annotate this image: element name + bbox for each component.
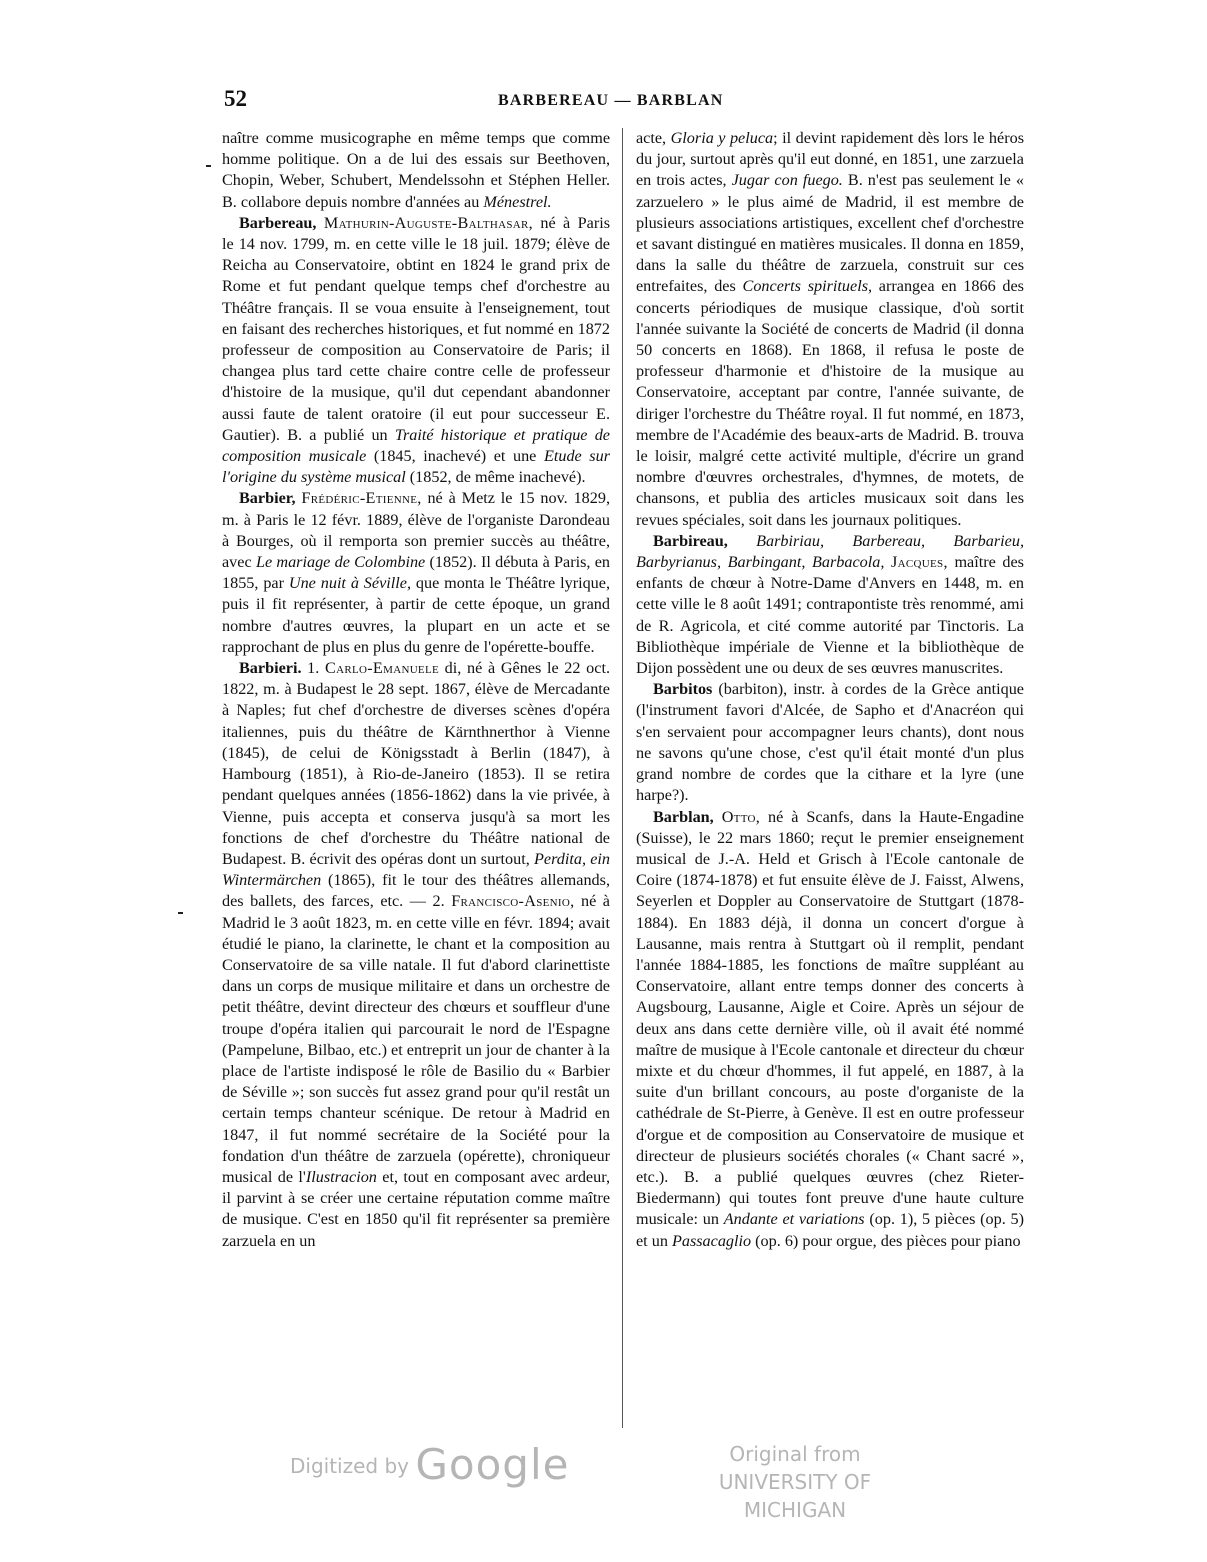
scan-speck	[206, 165, 211, 167]
headword: Barbereau,	[239, 213, 317, 232]
entry-text: que monta le Théâtre lyrique, puis il fit représenter, à partir de cette époque, un grand nombre d'autres œuvres, la plupart en un acte et se rapprochant de plus en plus du genre de l'opérette-bouffe.	[222, 574, 611, 656]
entry-text: naître comme musicographe en même temps que comme homme politique. On a de lui des essais sur Beethoven, Chopin, Weber, Schubert, Mendelssohn et Stéphen Heller. B. collabore depuis nombre d'années au	[222, 129, 610, 211]
entry-continuation	[222, 128, 610, 213]
work-title: Ménestrel.	[483, 192, 552, 211]
headword: Barbier,	[239, 489, 296, 508]
running-head: BARBEREAU — BARBLAN	[498, 92, 724, 109]
entry-text: (barbiton), instr. à cordes de la Grèce antique (l'instrument favori d'Alcée, de Sapho et d'Anacréon qui s'en servaient pour accompagner leurs chants), dont nous ne savons qu'une chose, c'est qu'il était monté d'un plus grand nombre de cordes que la cithare et la lyre (une harpe?).	[636, 680, 1024, 805]
work-title: Ilustracion	[305, 1167, 377, 1186]
entry-text: (op. 1), 5 pièces (op. 5) et un	[636, 1210, 1025, 1250]
entry-barbieri	[222, 658, 610, 1252]
entry-barbereau	[222, 213, 610, 489]
name-variants: Barbiriau, Barbereau, Barbarieu, Barbyrianus, Barbingant, Barbacola,	[636, 531, 1024, 572]
headword: Barbieri.	[239, 659, 302, 678]
headword: Barblan,	[653, 807, 714, 826]
work-title: Concerts spirituels,	[742, 277, 873, 296]
entry-text: ; il devint rapidement dès lors le héros du jour, surtout après qu'il eut donné, en 1851, une zarzuela en trois actes,	[636, 129, 1024, 190]
work-title: Etude sur l'origine du système musical	[222, 447, 611, 487]
work-title: Andante et variations	[723, 1210, 865, 1229]
given-names: Jacques,	[891, 553, 948, 572]
work-title: Une nuit à Séville,	[288, 574, 411, 593]
given-names: Francisco-Asenio,	[451, 892, 575, 911]
entry-text: 1.	[301, 659, 325, 678]
original-from-watermark	[670, 1440, 920, 1524]
entry-barbireau	[636, 531, 1024, 679]
entry-text: arrangea en 1866 des concerts périodiques de musique classique, d'où sortit l'année suivante la Société de concerts de Madrid (il donna 50 concerts en 1868). En 1868, il refusa le poste de professeur d'harmonie et d'histoire de la musique au Conservatoire, acceptant par contre, l'année suivante, de diriger l'orchestre du Théâtre royal. Il fut nommé, en 1873, membre de l'Académie des beaux-arts de Madrid. B. trouva le loisir, malgré cette activité multiple, d'écrire un grand nombre d'œuvres orchestrales, d'hymnes, de motets, de chansons, et publia des articles musicaux soit dans les revues spéciales, soit dans les journaux politiques.	[636, 277, 1024, 529]
entry-text: (1865), fit le tour des théâtres allemands, des ballets, des farces, etc. — 2.	[222, 871, 610, 911]
entry-text: né à Metz le 15 nov. 1829, m. à Paris le 12 févr. 1889, élève de l'organiste Darondeau à Bourges, où il remporta son premier succès au théâtre, avec	[222, 489, 610, 572]
entry-text: B. n'est pas seulement le « zarzuelero » le plus aimé de Madrid, il est membre de plusieurs associations artistiques, excellent chef d'orchestre et savant distingué en matières musicales. Il donna en 1859, dans la salle du théâtre de zarzuela, construit sur ces entrefaites, des	[636, 171, 1024, 296]
digitized-by-watermark	[290, 1440, 569, 1489]
given-names: Mathurin-Auguste-Balthasar,	[323, 213, 534, 232]
left-column	[222, 128, 610, 1252]
watermark-institution: UNIVERSITY OF MICHIGAN	[718, 1470, 872, 1522]
entry-text: (1852). Il débuta à Paris, en 1855, par	[222, 553, 611, 593]
work-title: Passacaglio	[671, 1231, 752, 1250]
entry-text: (op. 6) pour orgue, des pièces pour piano	[751, 1231, 1021, 1250]
entry-text: maître des enfants de chœur à Notre-Dame d'Anvers en 1448, m. en cette ville le 8 août 1491; contrapontiste très renommé, ami de R. Agricola, et cité comme autorité par Tinctoris. La Bibliothèque impériale de Vienne et la bibliothèque de Dijon possèdent une ou deux de ses œuvres manuscrites.	[636, 553, 1024, 678]
given-names: Carlo-Emanuele	[325, 659, 439, 678]
watermark-prefix: Digitized by	[290, 1454, 416, 1478]
google-logo: Google	[415, 1440, 570, 1489]
entry-barbier	[222, 488, 610, 658]
given-names: Otto,	[721, 807, 761, 826]
entry-text: né à Paris le 14 nov. 1799, m. en cette ville le 18 juil. 1879; élève de Reicha au Conservatoire, obtint en 1824 le grand prix de Rome et fut pendant quelque temps chef d'orchestre au Théâtre français. Il se voua ensuite à l'enseignement, tout en faisant des recherches historiques, et fut nommé en 1872 professeur de composition au Conservatoire de Paris; il changea plus tard cette chaire contre celle de professeur d'histoire de la musique, qu'il dut cependant abandonner aussi faute de talent oratoire (il eut pour successeur E. Gautier). B. a publié un	[222, 213, 611, 444]
headword: Barbitos	[653, 680, 713, 699]
entry-text: di, né à Gênes le 22 oct. 1822, m. à Budapest le 28 sept. 1867, élève de Mercadante à Naples; fut chef d'orchestre de diverses scènes d'opéra italiennes, puis du théâtre de Kärnthnerthor à Vienne (1845), de celui de Königsstadt à Berlin (1847), à Hambourg (1851), à Rio-de-Janeiro (1853). Il se retira pendant quelques années (1856-1862) dans la vie privée, à Vienne, puis accepta et conserva jusqu'à sa mort les fonctions de chef d'orchestre du Théâtre national de Budapest. B. écrivit des opéras dont un surtout,	[222, 659, 610, 868]
entry-text: né à Madrid le 3 août 1823, m. en cette ville en févr. 1894; avait étudié le piano, la clarinette, le chant et la composition au Conservatoire de sa ville natale. Il fut d'abord clarinettiste dans un corps de musique militaire et dans un orchestre de petit théâtre, devint directeur des chœurs et souffleur d'une troupe d'opéra italien qui parcourait le nord de l'Espagne (Pampelune, Bilbao, etc.) et entreprit un jour de chanter à la place de l'artiste indisposé le rôle de Basilio du « Barbier de Séville »; son succès fut assez grand pour qu'il restât un certain temps chanteur scénique. De retour à Madrid en 1847, il fut nommé secrétaire de la Société pour la fondation d'un théâtre de zarzuela (opérette), chroniqueur musical de l'	[222, 892, 610, 1186]
given-names: Frédéric-Etienne,	[301, 489, 422, 508]
work-title: Traité historique et pratique de composition musicale	[222, 425, 610, 466]
work-title: Perdita, ein Wintermärchen	[222, 849, 610, 890]
column-divider	[622, 128, 623, 1428]
page-number: 52	[224, 86, 247, 111]
entry-text: né à Scanfs, dans la Haute-Engadine (Suisse), le 22 mars 1860; reçut le premier enseignement musical de J.-A. Held et Grisch à l'Ecole cantonale de Coire (1874-1878) et fut ensuite élève de J. Faisst, Alwens, Seyerlen et Doppler au Conservatoire de Stuttgart (1878-1884). En 1883 déjà, il donna un concert d'orgue à Lausanne, mais rentra à Stuttgart où il remplit, pendant l'année 1884-1885, les fonctions de maître suppléant au Conservatoire, allant entre temps donner des concerts à Augsbourg, Lausanne, Aigle et Coire. Après un séjour de deux ans dans cette dernière ville, où il avait été nommé maître de musique à l'Ecole cantonale et directeur du chœur mixte et du chœur d'hommes, il fut appelé, en 1887, à la suite d'un brillant concours, au poste d'organiste de la cathédrale de St-Pierre, à Genève. Il est en outre professeur d'orgue et de composition au Conservatoire de musique et directeur de plusieurs sociétés chorales (« Chant sacré », etc.). B. a publié quelques œuvres (chez Rieter-Biedermann) qui toutes font preuve d'une haute culture musicale: un	[636, 807, 1024, 1229]
entry-continuation	[636, 128, 1024, 531]
entry-barbitos	[636, 679, 1024, 806]
right-column	[636, 128, 1024, 1252]
entry-text: acte,	[636, 129, 671, 147]
entry-text: (1852, de même inachevé).	[405, 468, 586, 487]
work-title: Le mariage de Colombine	[255, 553, 426, 572]
entry-text: et, tout en composant avec ardeur, il parvint à se créer une certaine réputation comme maître de musique. C'est en 1850 qu'il fit représenter sa première zarzuela en un	[222, 1167, 610, 1250]
headword: Barbireau,	[653, 531, 728, 550]
work-title: Gloria y peluca	[670, 129, 774, 147]
entry-text: (1845, inachevé) et une	[366, 447, 544, 466]
work-title: Jugar con fuego.	[731, 171, 843, 190]
entry-barblan	[636, 807, 1024, 1252]
watermark-line: Original from	[729, 1442, 861, 1466]
scan-speck	[178, 912, 183, 914]
